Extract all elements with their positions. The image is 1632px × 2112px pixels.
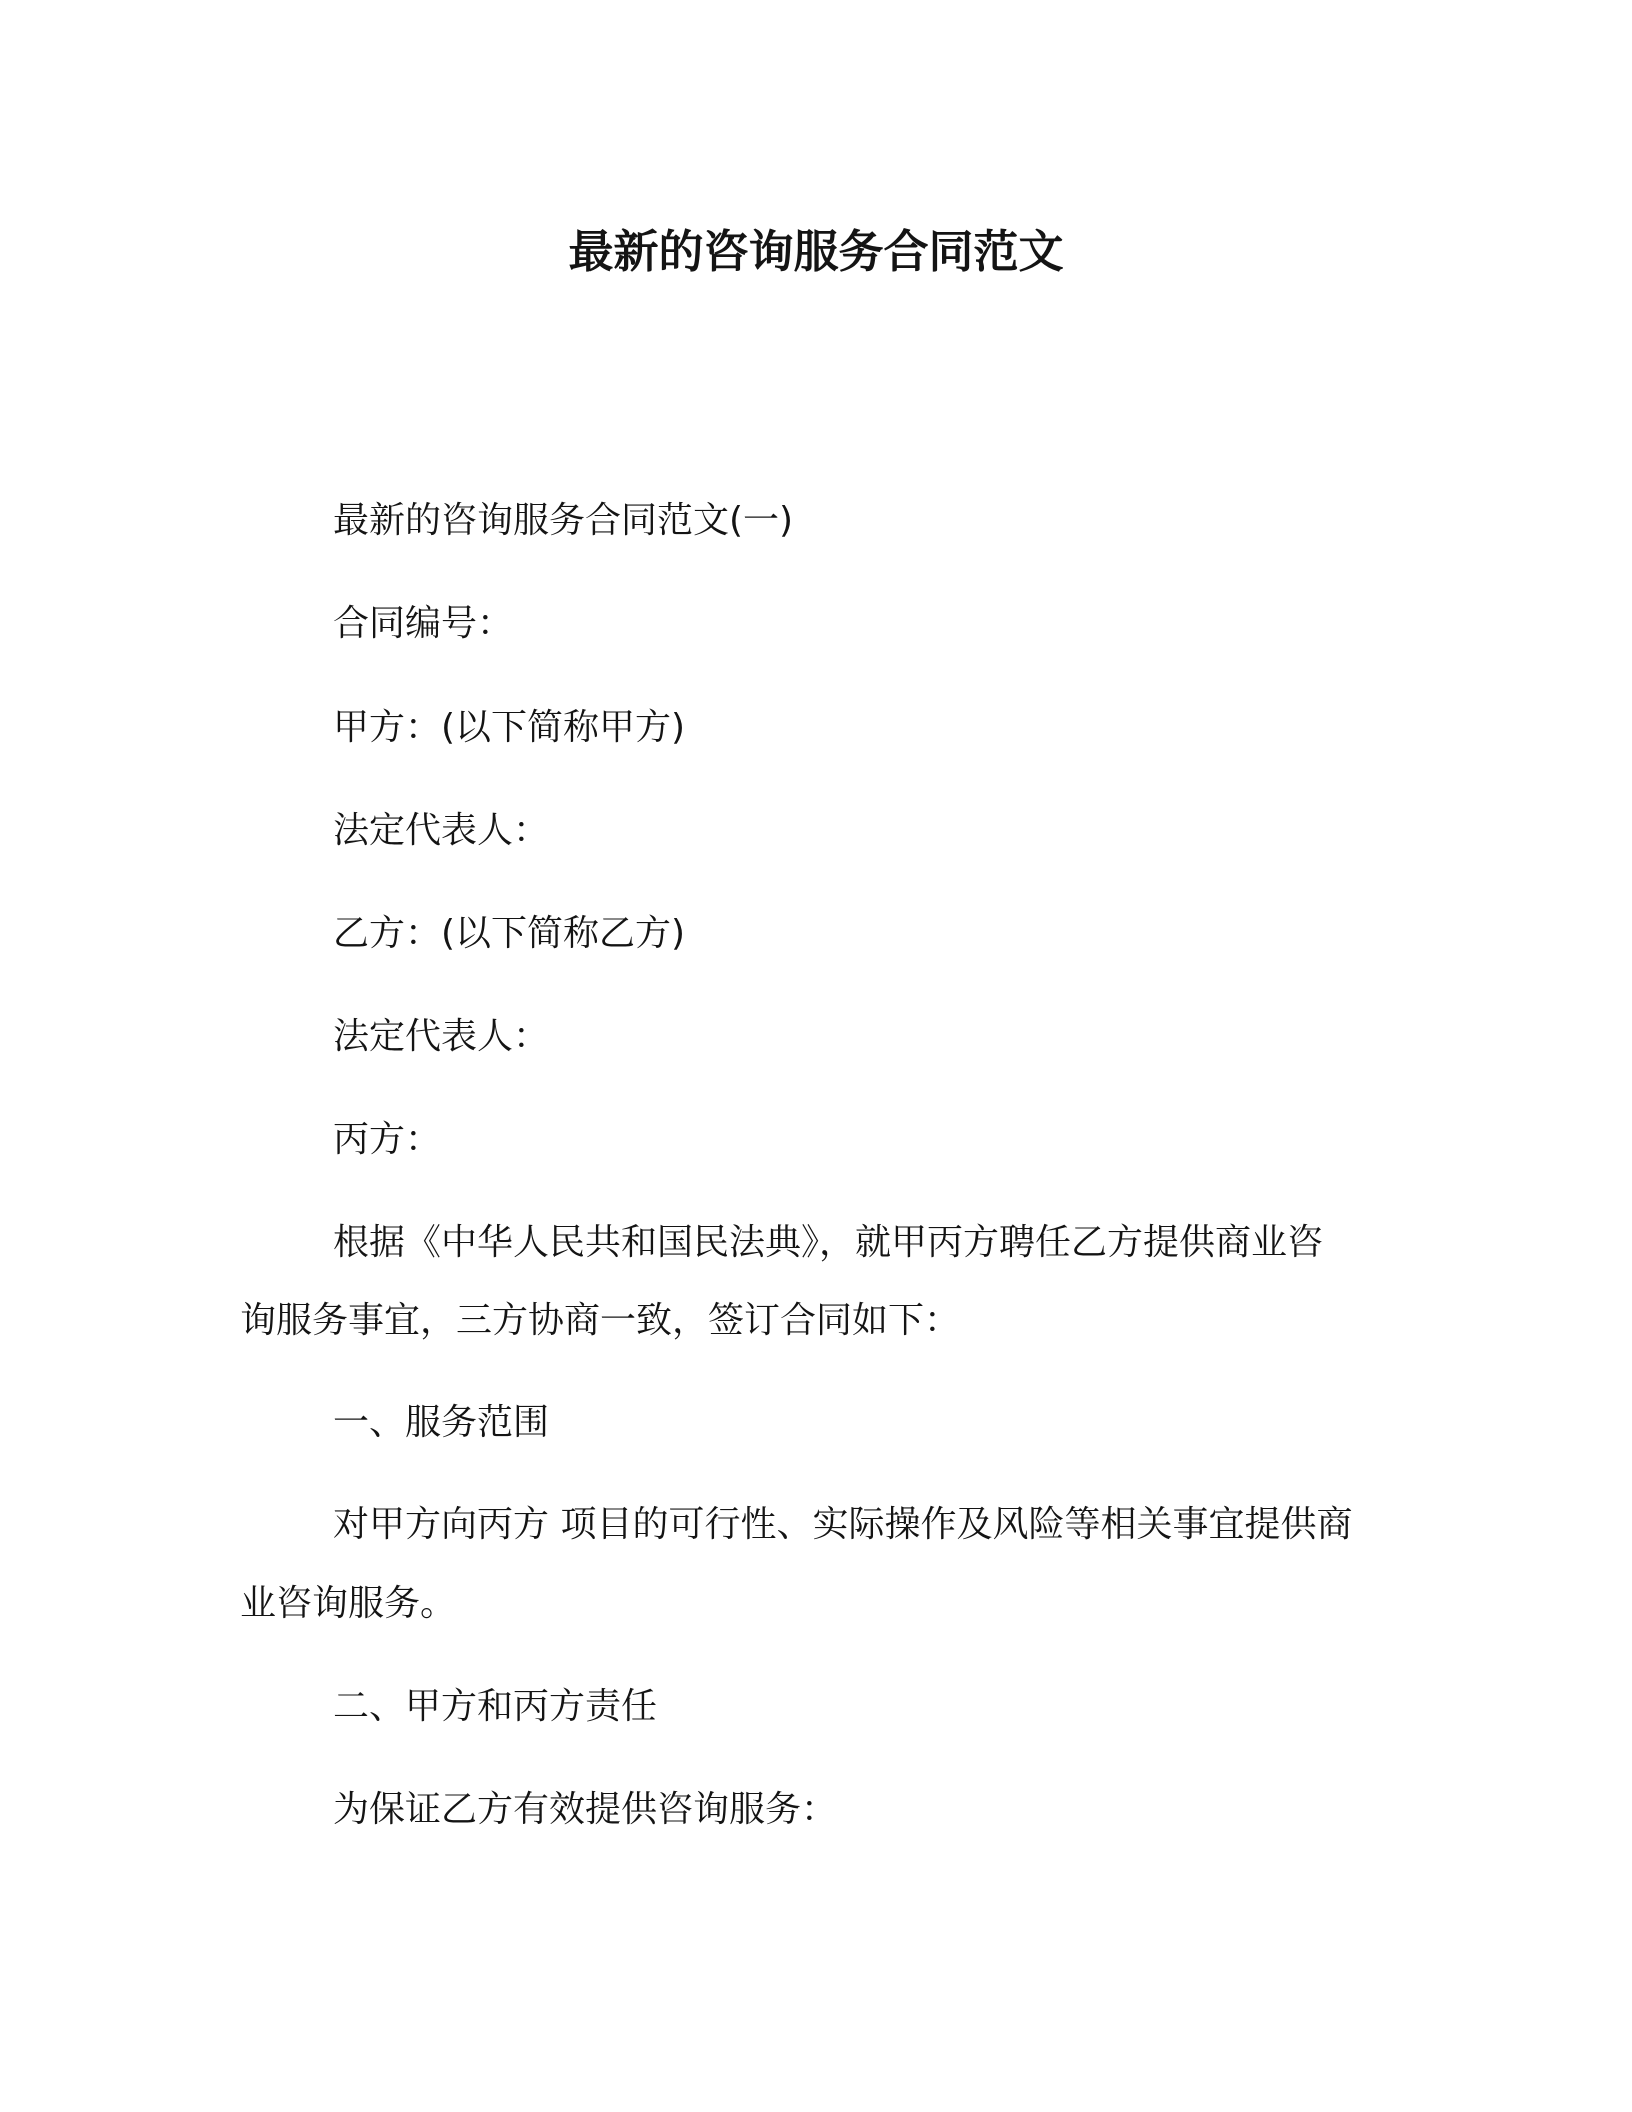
- section-1-heading: 一、服务范围: [333, 1402, 550, 1443]
- party-b-line: 乙方：(以下简称乙方): [333, 913, 686, 954]
- party-c-line: 丙方：: [333, 1119, 442, 1160]
- section-1-body-line-1: 对甲方向丙方 项目的可行性、实际操作及风险等相关事宜提供商: [333, 1504, 1353, 1545]
- document-title: 最新的咨询服务合同范文: [568, 225, 1064, 278]
- contract-number-field: 合同编号：: [333, 603, 514, 644]
- party-a-representative-line: 法定代表人：: [333, 810, 550, 851]
- preamble-line-2: 询服务事宜，三方协商一致，签订合同如下：: [240, 1300, 961, 1341]
- contract-heading: 最新的咨询服务合同范文(一): [333, 500, 794, 541]
- section-2-body-line-1: 为保证乙方有效提供咨询服务：: [333, 1789, 838, 1830]
- section-1-body-line-2: 业咨询服务。: [240, 1583, 457, 1624]
- party-b-representative-line: 法定代表人：: [333, 1016, 550, 1057]
- section-2-heading: 二、甲方和丙方责任: [333, 1686, 658, 1727]
- party-a-line: 甲方：(以下简称甲方): [333, 707, 686, 748]
- preamble-line-1: 根据《中华人民共和国民法典》，就甲丙方聘任乙方提供商业咨: [333, 1222, 1324, 1263]
